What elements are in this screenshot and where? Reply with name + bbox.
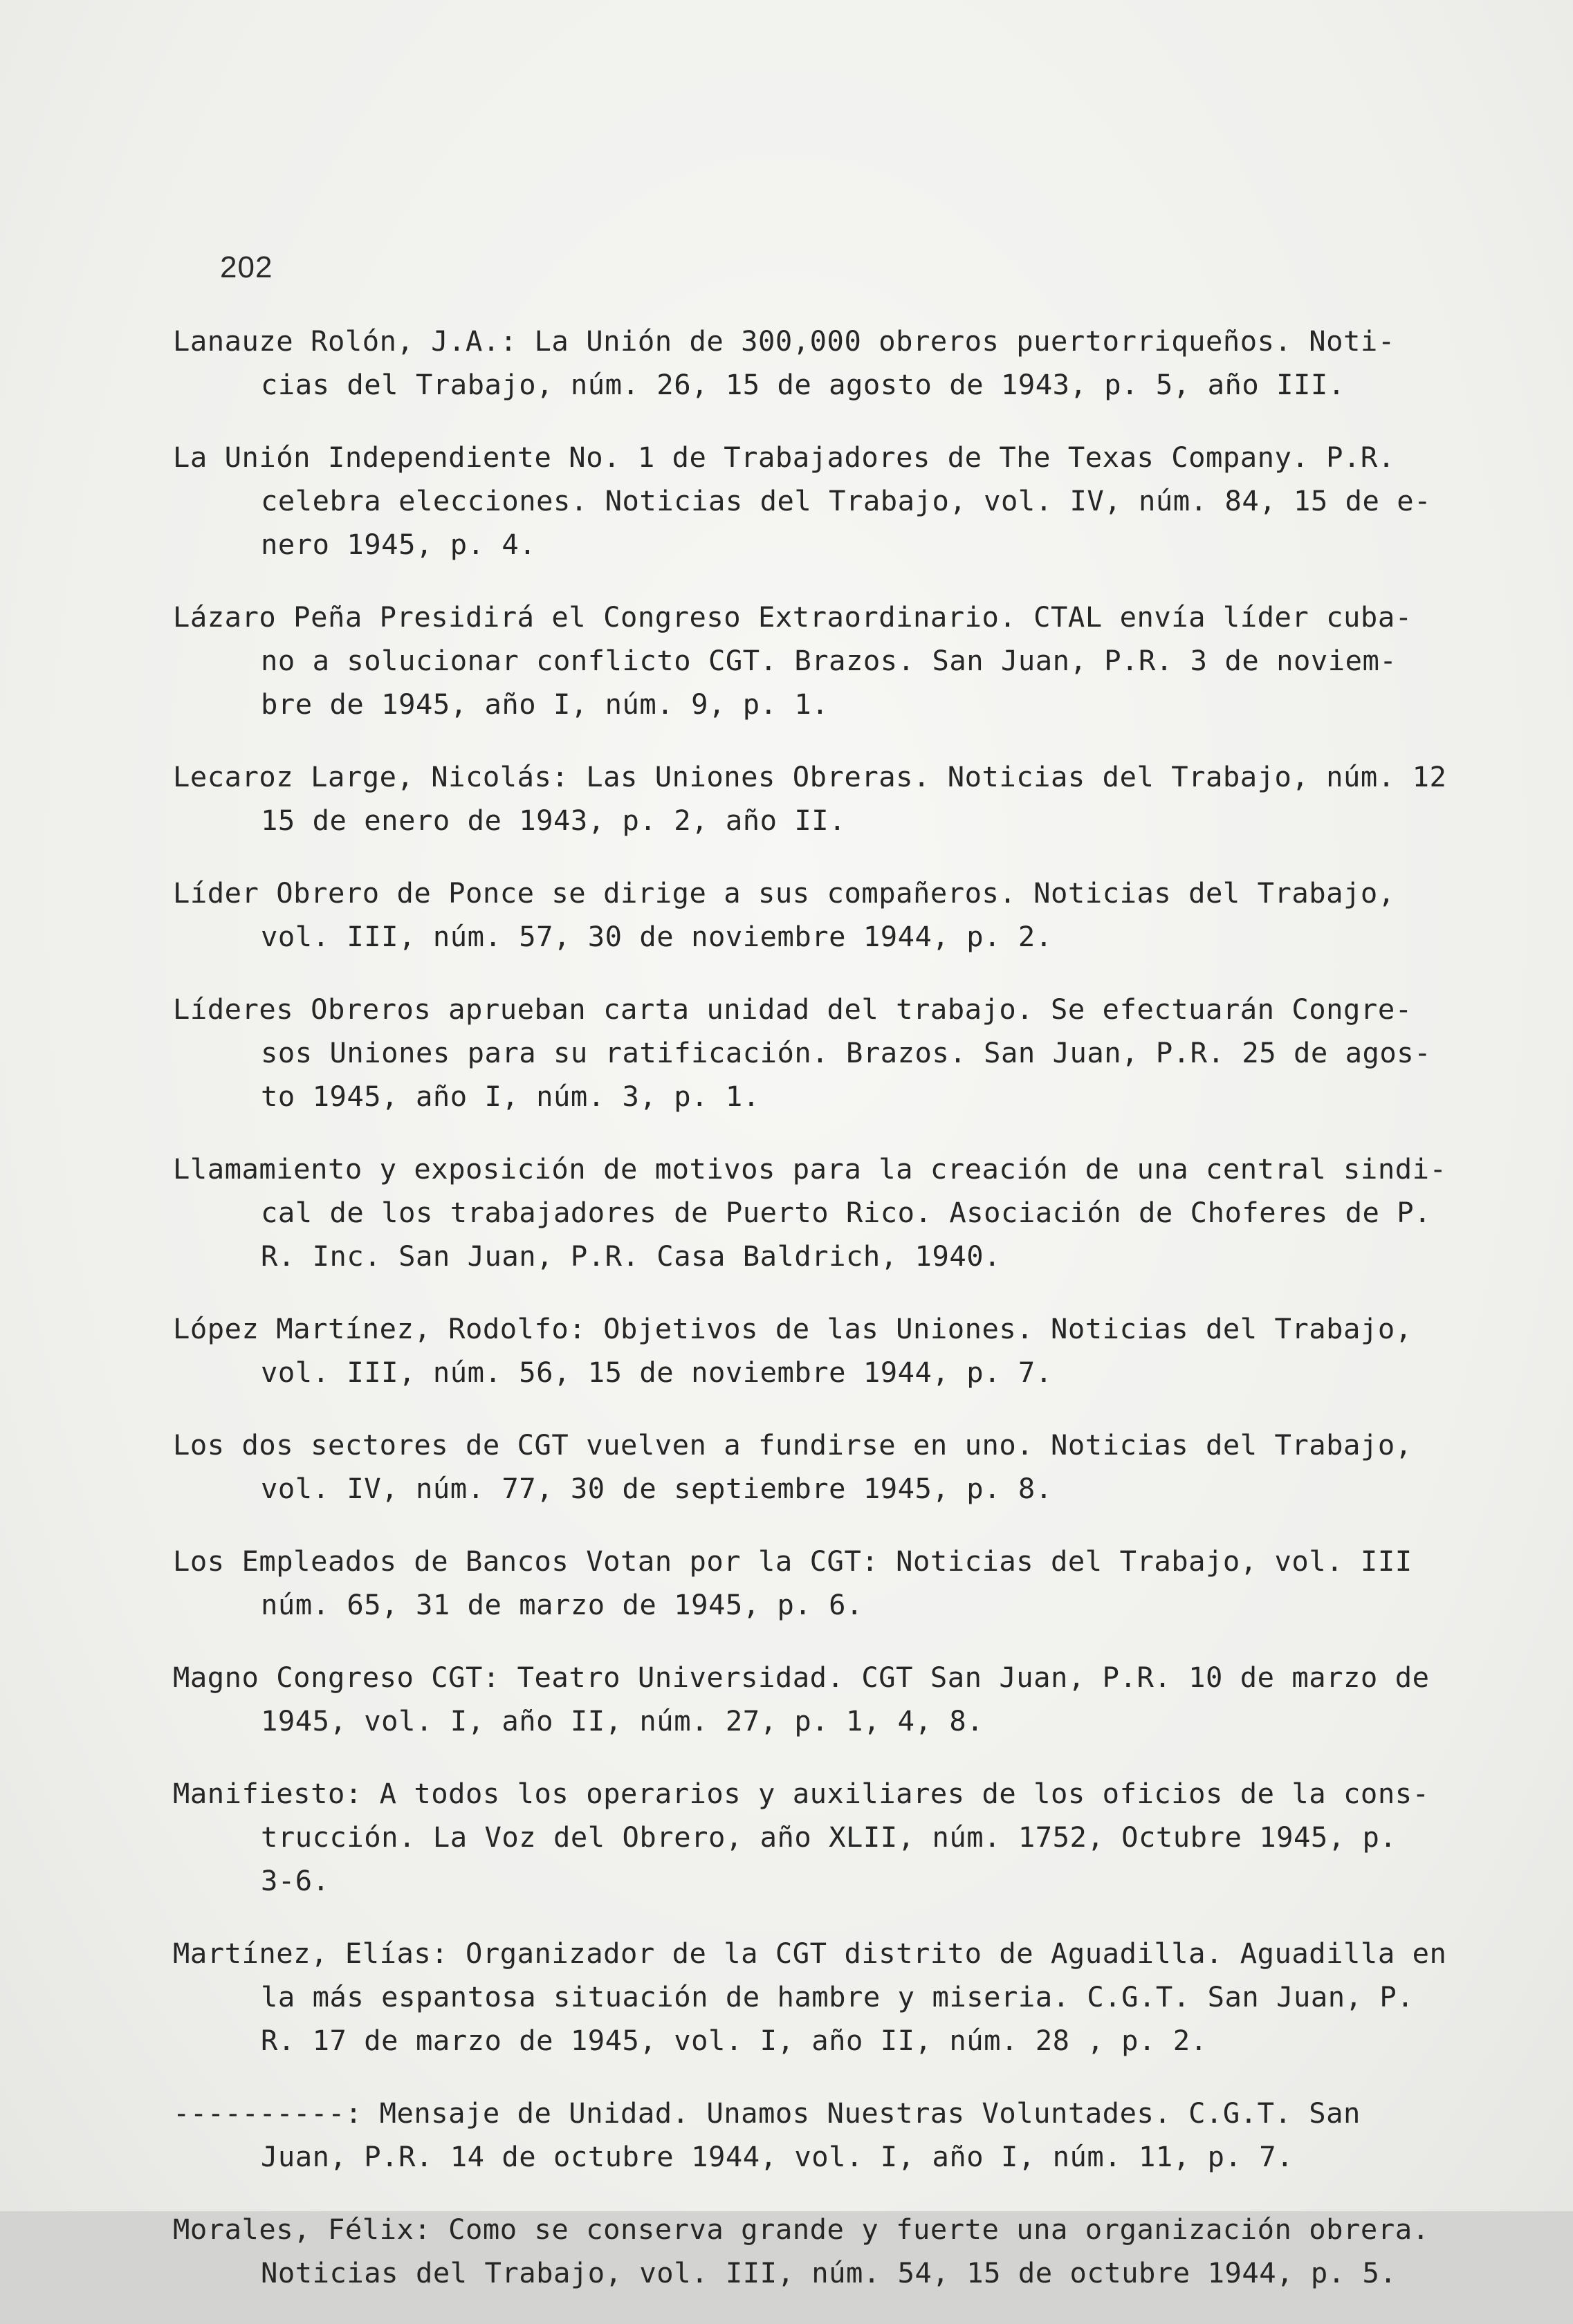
bibliography-entry: [173, 596, 1460, 726]
bibliography-entry: [173, 1307, 1460, 1394]
entry-first-line: Los dos sectores de CGT vuelven a fundirse en uno. Noticias del Trabajo,: [173, 1428, 1413, 1461]
entry-continuation-line: trucción. La Voz del Obrero, año XLII, núm. 1752, Octubre 1945, p.: [261, 1820, 1397, 1854]
bibliography-entry: [173, 1772, 1460, 1903]
entry-first-line: Lanauze Rolón, J.A.: La Unión de 300,000 obreros puertorriqueños. Noti-: [173, 324, 1395, 358]
entry-continuation-line: cias del Trabajo, núm. 26, 15 de agosto de 1943, p. 5, año III.: [261, 368, 1345, 401]
page-number: 202: [220, 250, 273, 284]
entry-first-line: La Unión Independiente No. 1 de Trabajadores de The Texas Company. P.R.: [173, 441, 1395, 474]
entry-first-line: Lecaroz Large, Nicolás: Las Uniones Obreras. Noticias del Trabajo, núm. 12: [173, 760, 1447, 793]
entry-continuation-line: no a solucionar conflicto CGT. Brazos. San Juan, P.R. 3 de noviem-: [261, 644, 1397, 677]
bibliography-entry: [173, 2208, 1460, 2295]
bibliography-entry: [173, 872, 1460, 959]
entry-first-line: Los Empleados de Bancos Votan por la CGT: Noticias del Trabajo, vol. III: [173, 1544, 1413, 1578]
entry-first-line: Lázaro Peña Presidirá el Congreso Extraordinario. CTAL envía líder cuba-: [173, 600, 1413, 634]
bibliography-entry: [173, 988, 1460, 1118]
entry-first-line: ----------: Mensaje de Unidad. Unamos Nuestras Voluntades. C.G.T. San: [173, 2096, 1361, 2130]
entry-first-line: Manifiesto: A todos los operarios y auxiliares de los oficios de la cons-: [173, 1777, 1430, 1810]
entry-continuation-line: la más espantosa situación de hambre y miseria. C.G.T. San Juan, P.: [261, 1980, 1415, 2013]
entry-continuation-line: vol. IV, núm. 77, 30 de septiembre 1945, p. 8.: [261, 1472, 1053, 1505]
entry-continuation-line: to 1945, año I, núm. 3, p. 1.: [261, 1080, 760, 1113]
entry-continuation-line: 3-6.: [261, 1864, 330, 1897]
bibliography-entry: [173, 2092, 1460, 2179]
entry-continuation-line: R. 17 de marzo de 1945, vol. I, año II, núm. 28 , p. 2.: [261, 2024, 1208, 2057]
bibliography-entry: [173, 755, 1460, 842]
bibliography-entry: [173, 320, 1460, 407]
bibliography-entry: [173, 1540, 1460, 1627]
entry-first-line: Morales, Félix: Como se conserva grande y fuerte una organización obrera.: [173, 2213, 1430, 2246]
entry-continuation-line: cal de los trabajadores de Puerto Rico. Asociación de Choferes de P.: [261, 1196, 1432, 1229]
entry-continuation-line: Juan, P.R. 14 de octubre 1944, vol. I, año I, núm. 11, p. 7.: [261, 2140, 1294, 2173]
entry-first-line: Líder Obrero de Ponce se dirige a sus compañeros. Noticias del Trabajo,: [173, 876, 1395, 910]
bibliography-entry: [173, 1423, 1460, 1511]
bibliography-entry: [173, 1656, 1460, 1743]
entry-continuation-line: 1945, vol. I, año II, núm. 27, p. 1, 4, 8.: [261, 1704, 984, 1737]
bibliography-entry: [173, 1147, 1460, 1278]
bibliography-list: [173, 320, 1460, 2324]
entry-continuation-line: R. Inc. San Juan, P.R. Casa Baldrich, 1940.: [261, 1239, 1001, 1273]
entry-continuation-line: nero 1945, p. 4.: [261, 528, 537, 561]
entry-continuation-line: celebra elecciones. Noticias del Trabajo, vol. IV, núm. 84, 15 de e-: [261, 484, 1432, 517]
bibliography-entry: [173, 1932, 1460, 2063]
entry-first-line: Líderes Obreros aprueban carta unidad del trabajo. Se efectuarán Congre-: [173, 993, 1413, 1026]
entry-first-line: López Martínez, Rodolfo: Objetivos de las Uniones. Noticias del Trabajo,: [173, 1312, 1413, 1345]
entry-continuation-line: sos Uniones para su ratificación. Brazos. San Juan, P.R. 25 de agos-: [261, 1036, 1432, 1069]
entry-continuation-line: núm. 65, 31 de marzo de 1945, p. 6.: [261, 1588, 863, 1621]
entry-continuation-line: vol. III, núm. 57, 30 de noviembre 1944, p. 2.: [261, 920, 1053, 953]
entry-continuation-line: 15 de enero de 1943, p. 2, año II.: [261, 804, 847, 837]
entry-first-line: Magno Congreso CGT: Teatro Universidad. CGT San Juan, P.R. 10 de marzo de: [173, 1661, 1430, 1694]
entry-continuation-line: vol. III, núm. 56, 15 de noviembre 1944, p. 7.: [261, 1356, 1053, 1389]
entry-first-line: Martínez, Elías: Organizador de la CGT distrito de Aguadilla. Aguadilla en: [173, 1937, 1447, 1970]
bibliography-entry: [173, 436, 1460, 566]
entry-first-line: Llamamiento y exposición de motivos para la creación de una central sindi-: [173, 1152, 1447, 1186]
entry-continuation-line: bre de 1945, año I, núm. 9, p. 1.: [261, 688, 829, 721]
entry-continuation-line: Noticias del Trabajo, vol. III, núm. 54, 15 de octubre 1944, p. 5.: [261, 2256, 1397, 2289]
